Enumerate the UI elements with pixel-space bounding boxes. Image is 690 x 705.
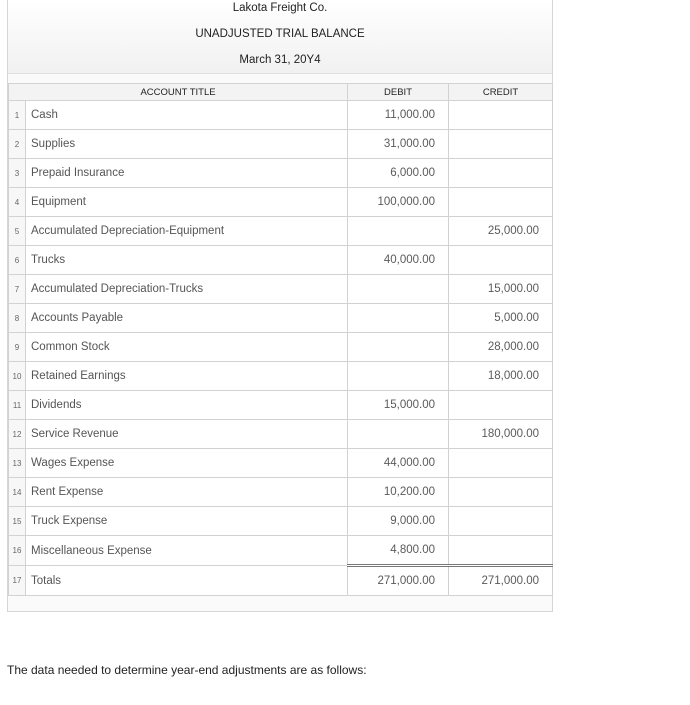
row-number: 7	[9, 275, 26, 304]
row-number: 4	[9, 188, 26, 217]
row-number: 9	[9, 333, 26, 362]
table-row	[9, 217, 553, 246]
debit-cell[interactable]: 10,200.00	[348, 478, 449, 507]
debit-cell[interactable]: 44,000.00	[348, 449, 449, 478]
company-name: Lakota Freight Co.	[232, 2, 328, 14]
table-row	[9, 449, 553, 478]
trial-balance-table	[8, 83, 553, 596]
account-title-cell: Truck Expense	[26, 507, 348, 536]
row-number: 2	[9, 130, 26, 159]
account-title-cell: Dividends	[26, 391, 348, 420]
credit-cell[interactable]	[449, 449, 553, 478]
report-title: UNADJUSTED TRIAL BALANCE	[195, 28, 365, 40]
table-row	[9, 101, 553, 130]
row-number: 12	[9, 420, 26, 449]
row-number: 14	[9, 478, 26, 507]
debit-cell[interactable]: 4,800.00	[348, 536, 449, 566]
debit-cell[interactable]	[348, 275, 449, 304]
debit-cell[interactable]: 9,000.00	[348, 507, 449, 536]
table-row	[9, 536, 553, 566]
row-number: 16	[9, 536, 26, 566]
table-row	[9, 246, 553, 275]
table-row	[9, 188, 553, 217]
account-title-cell: Trucks	[26, 246, 348, 275]
debit-header: DEBIT	[348, 84, 449, 101]
totals-row	[9, 566, 553, 596]
credit-cell[interactable]: 15,000.00	[449, 275, 553, 304]
account-title-cell: Accounts Payable	[26, 304, 348, 333]
debit-cell[interactable]	[348, 362, 449, 391]
account-title-cell: Prepaid Insurance	[26, 159, 348, 188]
table-row	[9, 362, 553, 391]
debit-cell[interactable]: 6,000.00	[348, 159, 449, 188]
credit-cell[interactable]	[449, 507, 553, 536]
account-title-cell: Miscellaneous Expense	[26, 536, 348, 566]
credit-cell[interactable]: 28,000.00	[449, 333, 553, 362]
credit-cell[interactable]: 271,000.00	[449, 566, 553, 596]
table-row	[9, 159, 553, 188]
account-title-header: ACCOUNT TITLE	[9, 84, 348, 101]
credit-cell[interactable]	[449, 536, 553, 566]
trial-balance-table-wrap	[8, 83, 552, 596]
account-title-cell: Service Revenue	[26, 420, 348, 449]
row-number: 8	[9, 304, 26, 333]
table-header-row	[9, 84, 553, 101]
credit-cell[interactable]	[449, 101, 553, 130]
account-title-cell: Cash	[26, 101, 348, 130]
credit-cell[interactable]	[449, 391, 553, 420]
account-title-cell: Accumulated Depreciation-Trucks	[26, 275, 348, 304]
debit-cell[interactable]	[348, 333, 449, 362]
trial-balance-panel	[7, 0, 553, 612]
account-title-cell: Equipment	[26, 188, 348, 217]
debit-cell[interactable]: 40,000.00	[348, 246, 449, 275]
credit-cell[interactable]	[449, 478, 553, 507]
row-number: 11	[9, 391, 26, 420]
credit-cell[interactable]: 25,000.00	[449, 217, 553, 246]
table-row	[9, 130, 553, 159]
credit-cell[interactable]	[449, 130, 553, 159]
table-row	[9, 420, 553, 449]
credit-cell[interactable]: 180,000.00	[449, 420, 553, 449]
credit-cell[interactable]	[449, 246, 553, 275]
account-title-cell: Rent Expense	[26, 478, 348, 507]
account-title-cell: Accumulated Depreciation-Equipment	[26, 217, 348, 246]
table-row	[9, 333, 553, 362]
report-header	[8, 0, 552, 74]
row-number: 3	[9, 159, 26, 188]
debit-cell[interactable]: 11,000.00	[348, 101, 449, 130]
credit-cell[interactable]	[449, 188, 553, 217]
debit-cell[interactable]	[348, 217, 449, 246]
row-number: 6	[9, 246, 26, 275]
debit-cell[interactable]	[348, 304, 449, 333]
row-number: 10	[9, 362, 26, 391]
credit-header: CREDIT	[449, 84, 553, 101]
row-number: 5	[9, 217, 26, 246]
row-number: 15	[9, 507, 26, 536]
row-number: 13	[9, 449, 26, 478]
table-row	[9, 391, 553, 420]
table-row	[9, 478, 553, 507]
row-number: 1	[9, 101, 26, 130]
table-row	[9, 275, 553, 304]
credit-cell[interactable]: 5,000.00	[449, 304, 553, 333]
credit-cell[interactable]: 18,000.00	[449, 362, 553, 391]
debit-cell[interactable]: 31,000.00	[348, 130, 449, 159]
account-title-cell: Totals	[26, 566, 348, 596]
debit-cell[interactable]: 15,000.00	[348, 391, 449, 420]
table-row	[9, 507, 553, 536]
debit-cell[interactable]	[348, 420, 449, 449]
account-title-cell: Wages Expense	[26, 449, 348, 478]
account-title-cell: Supplies	[26, 130, 348, 159]
account-title-cell: Common Stock	[26, 333, 348, 362]
row-number: 17	[9, 566, 26, 596]
table-row	[9, 304, 553, 333]
adjustments-intro-text: The data needed to determine year-end adjustments are as follows:	[7, 663, 367, 677]
account-title-cell: Retained Earnings	[26, 362, 348, 391]
credit-cell[interactable]	[449, 159, 553, 188]
report-date: March 31, 20Y4	[239, 54, 321, 66]
debit-cell[interactable]: 271,000.00	[348, 566, 449, 596]
debit-cell[interactable]: 100,000.00	[348, 188, 449, 217]
